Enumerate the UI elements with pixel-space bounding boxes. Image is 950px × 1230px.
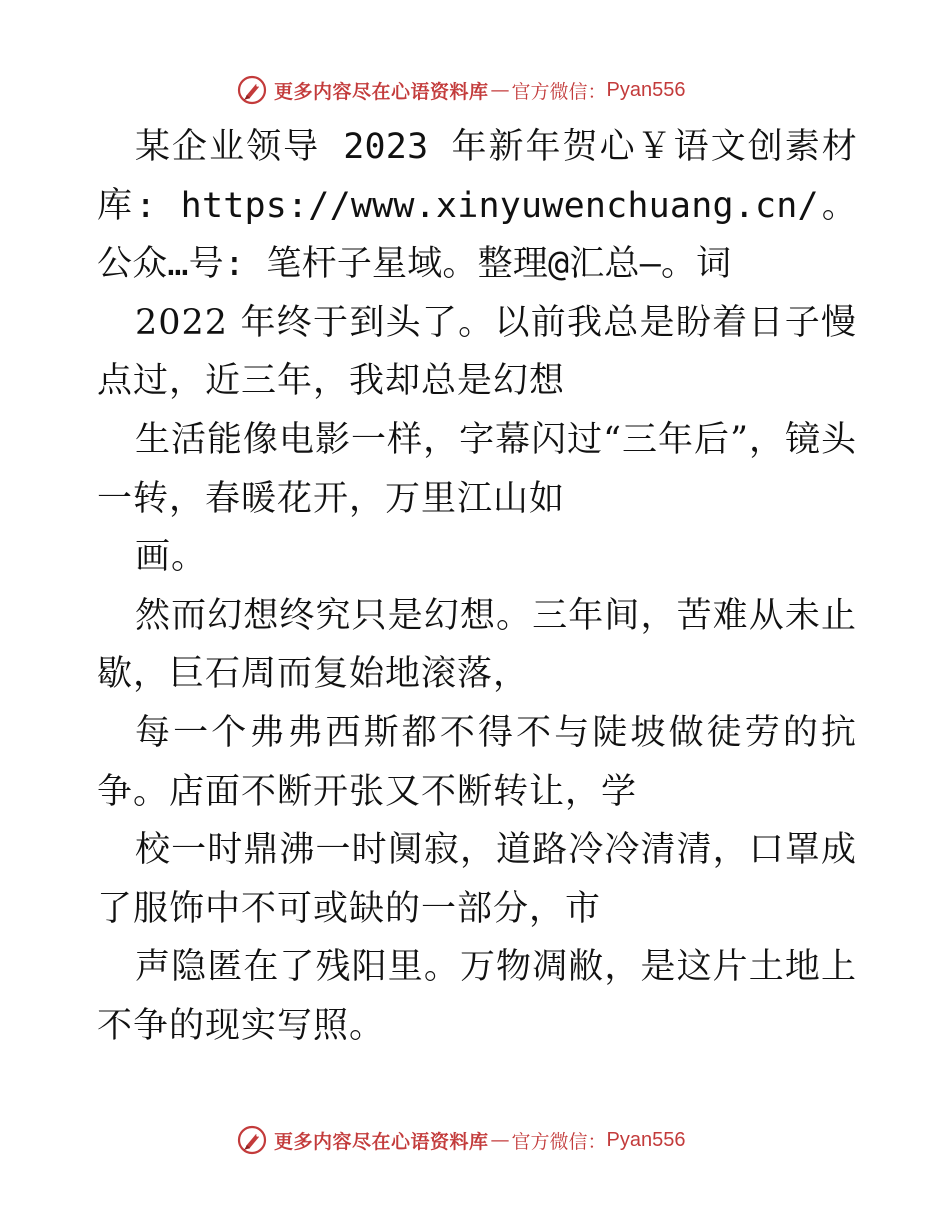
document-body [97,118,857,1056]
paragraph-8: 声隐匿在了残阳里。万物凋敝，是这片土地上不争的现实写照。 [97,947,857,1046]
header-banner [236,72,736,108]
paragraph-3: 生活能像电影一样，字幕闪过“三年后”，镜头一转，春暖花开，万里江山如 [97,419,857,519]
paragraph-7: 校一时鼎沸一时阒寂，道路冷冷清清，口罩成了服饰中不可或缺的一部分，市 [97,830,857,929]
footer-banner [236,1122,736,1158]
banner-wechat-id: Pyan556 [606,78,686,101]
paragraph-1: 某企业领导 2023 年新年贺心￥语文创素材库: https://www.xinyuwenchuang.cn/。公众…号: 笔杆子星域。整理@汇总—。词 [97,127,857,285]
banner-dash: — [490,79,510,101]
pen-nib-seal-icon [236,74,268,106]
banner-dash: — [490,1129,510,1151]
banner-wechat-label: 官方微信： [511,1130,607,1153]
paragraph-4: 画。 [135,537,208,578]
banner-main-text: 更多内容尽在心语资料库 [274,1130,489,1153]
pen-nib-seal-icon [236,1124,268,1156]
banner-wechat-label: 官方微信： [511,80,607,103]
banner-wechat-id: Pyan556 [606,1128,686,1151]
banner-main-text: 更多内容尽在心语资料库 [274,80,489,103]
paragraph-5: 然而幻想终究只是幻想。三年间，苦难从未止歇，巨石周而复始地滚落， [97,595,857,695]
paragraph-2: 2022 年终于到头了。以前我总是盼着日子慢点过，近三年，我却总是幻想 [97,302,857,402]
paragraph-6: 每一个弗弗西斯都不得不与陡坡做徒劳的抗争。店面不断开张又不断转让，学 [97,712,857,812]
